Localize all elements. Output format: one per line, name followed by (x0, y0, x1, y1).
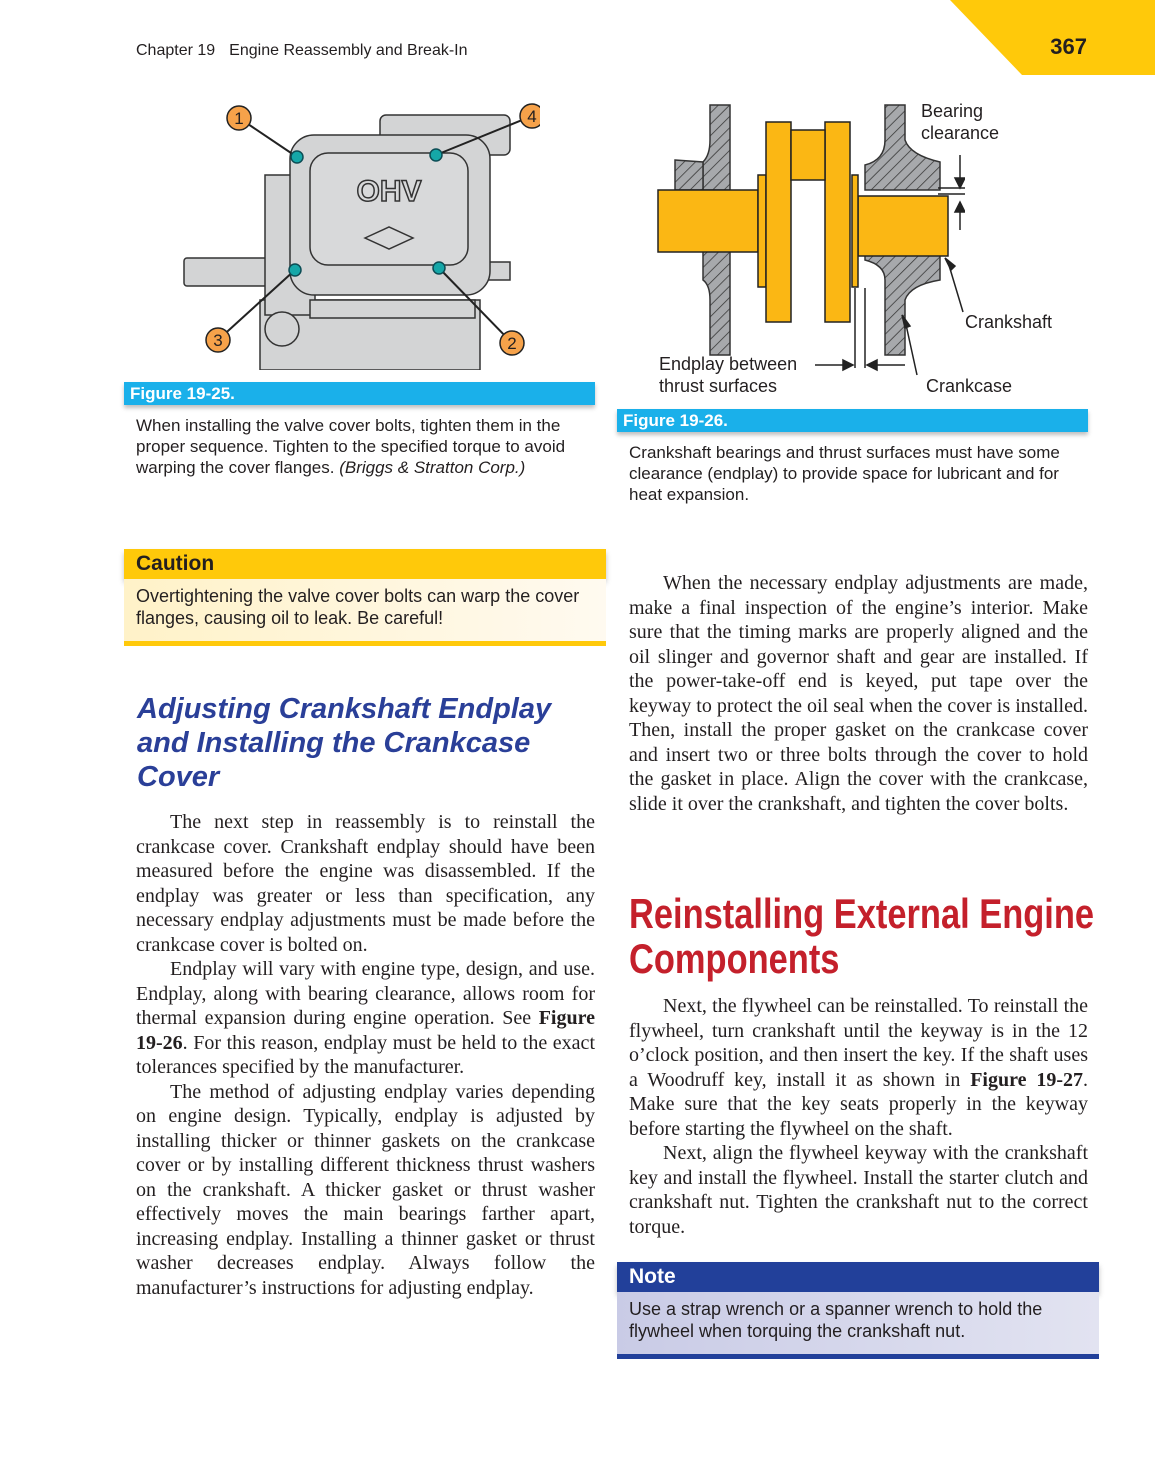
note-text: Use a strap wrench or a spanner wrench to hold the flywheel when torquing the crankshaft nut. (617, 1292, 1099, 1359)
page-corner-tab (0, 0, 1155, 80)
label-crankshaft: Crankshaft (965, 312, 1053, 332)
label-bearing-clearance (921, 100, 999, 144)
caution-box (124, 549, 606, 646)
callout-label: 4 (527, 107, 537, 126)
paragraph: When the necessary endplay adjustments are made, make a final inspection of the engine’s interior. Make sure that the timing marks are properly aligned and the oil slinger and governor shaft and gear are installed. If the power-take-off end is keyed, put tape over the keyway to protect the oil seal when the cover is installed. Then, install the proper gasket on the crankcase cover and insert two or three bolts through the cover to hold the gasket in place. Align the cover with the crankcase, slide it over the crankshaft, and tighten the cover bolts. (629, 572, 1088, 815)
callout-label: 3 (213, 331, 223, 350)
figure-19-25-caption (136, 415, 596, 478)
paragraph (136, 957, 595, 1080)
caution-text: Overtightening the valve cover bolts can warp the cover flanges, causing oil to leak. Be careful! (124, 579, 606, 646)
paragraph (629, 994, 1088, 1141)
caption-text: When installing the valve cover bolts, tighten them in the proper sequence. Tighten to the specified torque to avoid warping the cover flanges. (136, 416, 566, 477)
label-line: Bearing (921, 101, 984, 121)
figure-19-26-label: Figure 19-26. (617, 409, 1088, 432)
callout-label: 2 (507, 334, 517, 353)
paragraph: The method of adjusting endplay varies depending on engine design. Typically, endplay is adjusted by installing thicker or thinner gaskets on the crankcase cover or by installing different thickness thrust washers on the crankshaft. A thicker gasket or thrust washer effectively moves the main bearings farther apart, increasing endplay. Installing a thinner gasket or thrust washer decreases endplay. Always follow the manufacturer’s instructions for adjusting endplay. (136, 1080, 595, 1299)
figure-reference: Figure 19-27 (970, 1068, 1083, 1091)
right-column-body-bottom (629, 994, 1088, 1239)
text: Endplay will vary with engine type, design, and use. Endplay, along with bearing clearance, allows room for thermal expansion during engine operation. See (136, 958, 595, 1029)
crankshaft-endplay-diagram (655, 100, 965, 380)
caution-title: Caution (124, 549, 606, 579)
figure-19-25-label: Figure 19-25. (124, 382, 595, 405)
left-column-body (136, 810, 595, 1300)
running-head (136, 42, 482, 60)
label-line: thrust surfaces (659, 376, 778, 396)
paragraph: Next, align the flywheel keyway with the crankshaft key and install the flywheel. Install the starter clutch and crankshaft nut. Tighten the crankshaft nut to the correct torque. (629, 1142, 1088, 1238)
label-line: clearance (921, 123, 1000, 143)
paragraph: The next step in reassembly is to reinstall the crankcase cover. Crankshaft endplay should have been measured before the engine was disassembled. If the endplay was greater or less than specification, any necessary endplay adjustments must be made before the crankcase cover is bolted on. (136, 811, 595, 956)
section-heading-endplay: Adjusting Crankshaft Endplay and Installing the Crankcase Cover (137, 693, 552, 793)
right-column-body-top (629, 571, 1088, 816)
figure-19-26-caption: Crankshaft bearings and thrust surfaces must have some clearance (endplay) to provide space for lubricant and for heat expansion. (629, 443, 1060, 504)
heading-line: Reinstalling External Engine (629, 890, 1095, 937)
caption-credit: (Briggs & Stratton Corp.) (339, 458, 526, 477)
note-title: Note (617, 1262, 1099, 1292)
note-box (617, 1262, 1099, 1359)
valve-cover-illustration (160, 95, 540, 370)
label-line: Endplay between (659, 354, 798, 374)
chapter-number: Chapter 19 (136, 42, 216, 59)
label-crankcase: Crankcase (926, 376, 1013, 396)
callout-label: 1 (234, 109, 244, 128)
text: . For this reason, endplay must be held to the exact tolerances specified by the manufacturer. (136, 1031, 595, 1078)
text: Next, the flywheel can be reinstalled. To reinstall the flywheel, turn crankshaft until the keyway is in the 12 o’clock position, and then insert the key. If the shaft uses a Woodruff key, install it as shown in (629, 995, 1088, 1091)
page-number: 367 (1050, 34, 1087, 59)
text: . Make sure that the key seats properly in the keyway before starting the flywheel on the shaft. (629, 1068, 1088, 1140)
section-heading-external-components (629, 891, 1094, 981)
heading-line: Components (629, 935, 840, 982)
label-endplay (659, 353, 797, 397)
figure-reference: Figure 19-26 (136, 1007, 595, 1054)
chapter-title: Engine Reassembly and Break-In (229, 42, 468, 59)
ohv-logo-text: OHV (356, 175, 422, 208)
